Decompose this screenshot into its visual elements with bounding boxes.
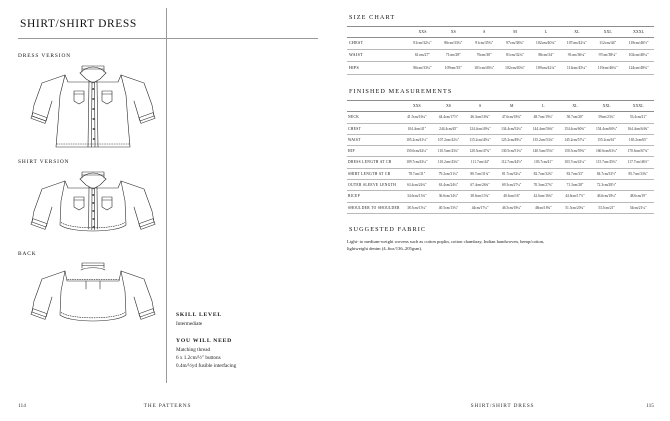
row-label: SHIRT LENGTH AT CB [347, 168, 401, 179]
row-label: NECK [347, 112, 401, 123]
need-item: Matching thread [176, 347, 211, 353]
suggested-fabric-body: Light- to medium-weight wovens such as cotton poplin, cotton chambray, Indian handwoven, hemp/cotton, lightweight denim (4–6oz/136–205gsm). [347, 239, 545, 252]
cell: 154.4cm/60¾" [559, 123, 591, 134]
shirt-version-illustration [18, 167, 168, 245]
cell: 69.3cm/27¼" [496, 180, 528, 191]
cell: 160.6cm/63¼" [591, 146, 623, 157]
row-label: WAIST [347, 50, 407, 62]
cell: 76cm/30" [469, 50, 500, 62]
cell: 155.2cm/61" [591, 134, 623, 145]
left-running-head: THE PATTERNS [143, 403, 192, 409]
cell: 118cm/46½" [623, 37, 654, 49]
back-view-illustration [18, 259, 168, 331]
cell: 71cm/28" [438, 50, 469, 62]
cell: 125.2cm/49¼" [496, 134, 528, 145]
cell: 117.7cm/46½" [622, 157, 654, 168]
cell: 102cm/40¼" [500, 62, 531, 74]
table-row [347, 180, 654, 191]
cell: 82.7cm/32¾" [528, 168, 560, 179]
column-header: XXXL [622, 100, 654, 112]
cell: 103.7cm/41¼" [559, 157, 591, 168]
cell: 150.6cm/42¼" [401, 146, 433, 157]
cell: 107cm/42¼" [561, 37, 592, 49]
cell: 70.3cm/27¾" [528, 180, 560, 191]
view-label-shirt: SHIRT VERSION [18, 159, 70, 165]
cell: 164.4cm/64¾" [622, 123, 654, 134]
skill-level-value: Intermediate [176, 321, 203, 327]
table-row [347, 202, 654, 213]
view-label-dress: DRESS VERSION [18, 53, 72, 59]
cell: 80.7cm/31¾" [464, 168, 496, 179]
table-row [347, 146, 654, 157]
row-label: WAIST [347, 134, 401, 145]
cell: 34.6cm/13¾" [401, 191, 433, 202]
row-label: CHEST [347, 37, 407, 49]
dress-version-illustration [18, 61, 168, 153]
table-row [347, 123, 654, 134]
title-divider [18, 38, 318, 39]
cell: 42.6cm/16¾" [528, 191, 560, 202]
column-header: XS [433, 100, 465, 112]
column-header: L [531, 27, 562, 38]
cell: 109cm/35" [438, 62, 469, 74]
cell: 59cm/23¼" [591, 112, 623, 123]
column-header: XXL [591, 100, 623, 112]
column-header: S [464, 100, 496, 112]
row-label: SHOULDER TO SHOULDER [347, 202, 401, 213]
cell: 135.2cm/53¼" [528, 134, 560, 145]
cell: 40.6cm/16" [496, 191, 528, 202]
column-header: XXL [592, 27, 623, 38]
cell: 72.3cm/28½" [591, 180, 623, 191]
cell: 81cm/32¼" [407, 37, 438, 49]
table-row [347, 157, 654, 168]
cell: 53.5cm/21" [591, 202, 623, 213]
table-header-row [347, 100, 654, 112]
cell: 83.7cm/33" [559, 168, 591, 179]
cell: 170.6cm/67¼" [622, 146, 654, 157]
cell: 115.2cm/45¼" [464, 134, 496, 145]
cell: 109.7cm/43¼" [401, 157, 433, 168]
cell: 244.4cm/45" [433, 123, 465, 134]
cell: 67.4cm/26¾" [464, 180, 496, 191]
cell: 44cm/17¼" [464, 202, 496, 213]
table-row [347, 50, 654, 62]
table-row [347, 168, 654, 179]
cell: 134.4cm/52¾" [496, 123, 528, 134]
row-label: HIP [347, 146, 401, 157]
cell: 107.2cm/42¼" [433, 134, 465, 145]
skill-level-heading: SKILL LEVEL [176, 312, 222, 318]
cell: 114cm/45¼" [561, 62, 592, 74]
cell: 47.6cm/18¾" [496, 112, 528, 123]
cell: 44.4cm/17½" [433, 112, 465, 123]
column-header [347, 27, 407, 38]
table-row [347, 191, 654, 202]
cell: 97cm/38¼" [592, 50, 623, 62]
table-header-row [347, 27, 654, 38]
cell: 78.7cm/31" [401, 168, 433, 179]
cell: 154.4cm/60¾" [591, 123, 623, 134]
cell: 51.5cm/20¼" [559, 202, 591, 213]
cell: 41.5cm/16¼" [401, 112, 433, 123]
cell: 150.5cm/59¾" [559, 146, 591, 157]
view-shirt-version [18, 159, 321, 245]
table-row [347, 62, 654, 74]
page-title: SHIRT/SHIRT DRESS [20, 18, 137, 30]
technical-drawings [18, 53, 321, 331]
cell: 50.7cm/20" [559, 112, 591, 123]
cell: 103.7cm/41" [528, 157, 560, 168]
you-will-need-heading: YOU WILL NEED [176, 338, 232, 344]
cell: 86cm/33¾" [407, 62, 438, 74]
cell: 91cm/35¾" [469, 37, 500, 49]
row-label: HIPS [347, 62, 407, 74]
cell: 84.7cm/33½" [591, 168, 623, 179]
cell: 102cm/40¼" [623, 50, 654, 62]
cell: 91cm/36¼" [561, 50, 592, 62]
column-header: M [500, 27, 531, 38]
cell: 112cm/44" [592, 37, 623, 49]
cell: 36.6cm/14¼" [433, 191, 465, 202]
need-item: 6 x 1.2cm/½" buttons [176, 355, 221, 362]
column-header: M [496, 100, 528, 112]
column-header [347, 100, 401, 112]
cell: 86cm/33¾" [438, 37, 469, 49]
table-row [347, 112, 654, 123]
cell: 112.7cm/44½" [496, 157, 528, 168]
column-header: XL [559, 100, 591, 112]
column-header: XXXL [623, 27, 654, 38]
cell: 46.5cm/18¼" [496, 202, 528, 213]
need-item: 0.4m/½yd fusible interfacing [176, 363, 237, 370]
cell: 105.2cm/41¼" [401, 134, 433, 145]
cell: 71.3cm/28" [559, 180, 591, 191]
right-page-number: 115 [646, 403, 654, 409]
cell: 145.2cm/57¼" [559, 134, 591, 145]
cell: 109cm/42¼" [531, 62, 562, 74]
cell: 81.7cm/32¼" [496, 168, 528, 179]
cell: 140.5cm/55¼" [528, 146, 560, 157]
cell: 38.6cm/15¼" [464, 191, 496, 202]
cell: 102cm/40¼" [531, 37, 562, 49]
cell: 104.4cm/41" [401, 123, 433, 134]
cell: 38.5cm/15¼" [401, 202, 433, 213]
cell [622, 180, 654, 191]
cell: 86cm/34" [531, 50, 562, 62]
left-page-number: 114 [18, 403, 26, 409]
size-chart-table [347, 26, 654, 75]
right-page [335, 0, 670, 421]
cell: 63.4cm/24¾" [433, 180, 465, 191]
column-header: XL [561, 27, 592, 38]
cell: 97cm/38¼" [500, 37, 531, 49]
cell: 46.3cm/18¼" [464, 112, 496, 123]
cell: 79.2cm/31¼" [433, 168, 465, 179]
cell: 54cm/21¼" [622, 202, 654, 213]
cell: 124cm/48¾" [623, 62, 654, 74]
cell: 46.6cm/18¼" [591, 191, 623, 202]
cell: 110.2cm/43¼" [433, 157, 465, 168]
finished-measurements-heading: FINISHED MEASUREMENTS [349, 87, 453, 95]
cell: 119cm/46¾" [592, 62, 623, 74]
cell: 120.5cm/47¾" [464, 146, 496, 157]
cell: 124.4cm/49¼" [464, 123, 496, 134]
row-label: OUTER SLEEVE LENGTH [347, 180, 401, 191]
cell: 144.4cm/56¾" [528, 123, 560, 134]
skill-level-block [176, 312, 306, 328]
column-header: L [528, 100, 560, 112]
cell: 61cm/27" [407, 50, 438, 62]
cell: 110.5cm/43¼" [433, 146, 465, 157]
view-dress-version [18, 53, 321, 153]
cell: 81cm/32¼" [500, 50, 531, 62]
cell: 85.7cm/33¾" [622, 168, 654, 179]
table-row [347, 134, 654, 145]
column-header: S [469, 27, 500, 38]
cell: 101cm/40¼" [469, 62, 500, 74]
column-header: XXS [407, 27, 438, 38]
cell: 48.7cm/19¼" [528, 112, 560, 123]
cell: 130.5cm/51¾" [496, 146, 528, 157]
cell: 115.7cm/45¾" [591, 157, 623, 168]
column-header: XS [438, 27, 469, 38]
cell: 40.5cm/15¾" [433, 202, 465, 213]
finished-measurements-table [347, 100, 654, 215]
table-row [347, 37, 654, 49]
you-will-need-block [176, 338, 306, 370]
row-label: DRESS LENGTH AT CB [347, 157, 401, 168]
cell: 48.6cm/19" [622, 191, 654, 202]
cell: 48cm/18¾" [528, 202, 560, 213]
suggested-fabric-heading: SUGGESTED FABRIC [349, 226, 427, 233]
row-label: CHEST [347, 123, 401, 134]
cell: 63.4cm/24¾" [401, 180, 433, 191]
cell: 111.7cm/44" [464, 157, 496, 168]
cell: 53.4cm/21" [622, 112, 654, 123]
column-header: XXS [401, 100, 433, 112]
size-chart-heading: SIZE CHART [349, 14, 396, 21]
right-running-head: SHIRT/SHIRT DRESS [470, 403, 535, 409]
row-label: BICEP [347, 191, 401, 202]
cell: 44.6cm/17½" [559, 191, 591, 202]
cell: 165.2cm/65" [622, 134, 654, 145]
view-label-back: BACK [18, 251, 37, 257]
